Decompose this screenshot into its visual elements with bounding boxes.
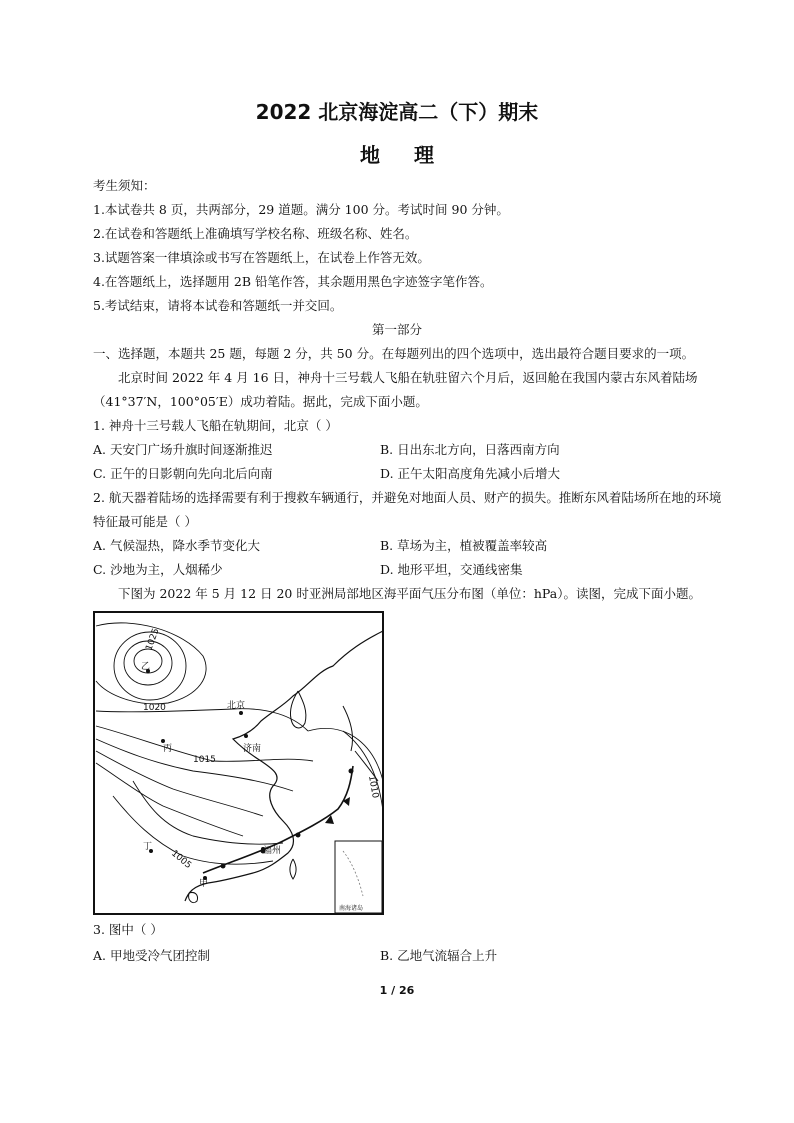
- notice-heading: 考生须知：: [93, 178, 156, 193]
- isobar-label-1010: 1010: [366, 774, 380, 800]
- inset-label: 南海诸岛: [339, 905, 364, 912]
- isobar-label-1020: 1020: [143, 703, 166, 713]
- isobar-label-1025: 1025: [144, 627, 162, 653]
- page-title: 2022 北京海淀高二（下）期末: [255, 100, 539, 124]
- point-label-yi: 乙: [141, 662, 151, 672]
- point-label-bing: 丙: [163, 744, 173, 754]
- option-c: C. 正午的日影朝向先向北后向南: [93, 466, 273, 481]
- isobar-label-1005: 1005: [169, 848, 194, 872]
- option-c: C. 沙地为主，人烟稀少: [93, 562, 223, 577]
- option-a: A. 天安门广场升旗时间逐渐推迟: [93, 442, 273, 457]
- option-a: A. 甲地受冷气团控制: [93, 948, 210, 963]
- option-b: B. 草场为主，植被覆盖率较高: [380, 538, 548, 553]
- option-b: B. 乙地气流辐合上升: [380, 948, 498, 963]
- passage-text: （41°37′N，100°05′E）成功着陆。据此，完成下面小题。: [93, 394, 428, 409]
- place-label-jinan: 济南: [243, 744, 262, 754]
- part-title: 第一部分: [371, 322, 422, 337]
- option-b: B. 日出东北方向，日落西南方向: [380, 442, 560, 457]
- notice-item: 4.在答题纸上，选择题用 2B 铅笔作答，其余题用黑色字迹签字笔作答。: [93, 274, 493, 289]
- notice-item: 5.考试结束，请将本试卷和答题纸一并交回。: [93, 298, 343, 313]
- passage-text: 下图为 2022 年 5 月 12 日 20 时亚洲局部地区海平面气压分布图（单位：hPa）。读图，完成下面小题。: [118, 586, 701, 601]
- subject-title: 地理: [360, 143, 468, 167]
- point-label-ding: 丁: [143, 842, 153, 852]
- notice-item: 1.本试卷共 8 页，共两部分，29 道题。满分 100 分。考试时间 90 分钟。: [93, 202, 509, 217]
- pressure-map-figure: [93, 611, 384, 915]
- option-d: D. 地形平坦，交通线密集: [380, 562, 523, 577]
- option-a: A. 气候湿热，降水季节变化大: [93, 538, 260, 553]
- notice-item: 3.试题答案一律填涂或书写在答题纸上，在试卷上作答无效。: [93, 250, 430, 265]
- point-label-jia: 甲: [199, 879, 209, 889]
- isobar-label-1015: 1015: [193, 755, 216, 765]
- question-stem: 特征最可能是（ ）: [93, 514, 197, 529]
- part-instruction: 一、选择题，本题共 25 题，每题 2 分，共 50 分。在每题列出的四个选项中，选出最符合题目要求的一项。: [93, 346, 695, 361]
- option-d: D. 正午太阳高度角先减小后增大: [380, 466, 561, 481]
- passage-text: 北京时间 2022 年 4 月 16 日，神舟十三号载人飞船在轨驻留六个月后，返回舱在我国内蒙古东风着陆场: [118, 370, 698, 385]
- place-label-beijing: 北京: [227, 701, 246, 711]
- question-stem: 3. 图中（ ）: [93, 922, 163, 937]
- page-number: 1 / 26: [379, 984, 415, 997]
- south-china-sea-inset: [335, 841, 382, 913]
- question-stem: 1. 神舟十三号载人飞船在轨期间，北京（ ）: [93, 418, 338, 433]
- question-stem: 2. 航天器着陆场的选择需要有利于搜救车辆通行，并避免对地面人员、财产的损失。推断东风着陆场所在地的环境: [93, 490, 722, 505]
- place-label-fuzhou: 福州: [263, 846, 282, 856]
- notice-item: 2.在试卷和答题纸上准确填写学校名称、班级名称、姓名。: [93, 226, 418, 241]
